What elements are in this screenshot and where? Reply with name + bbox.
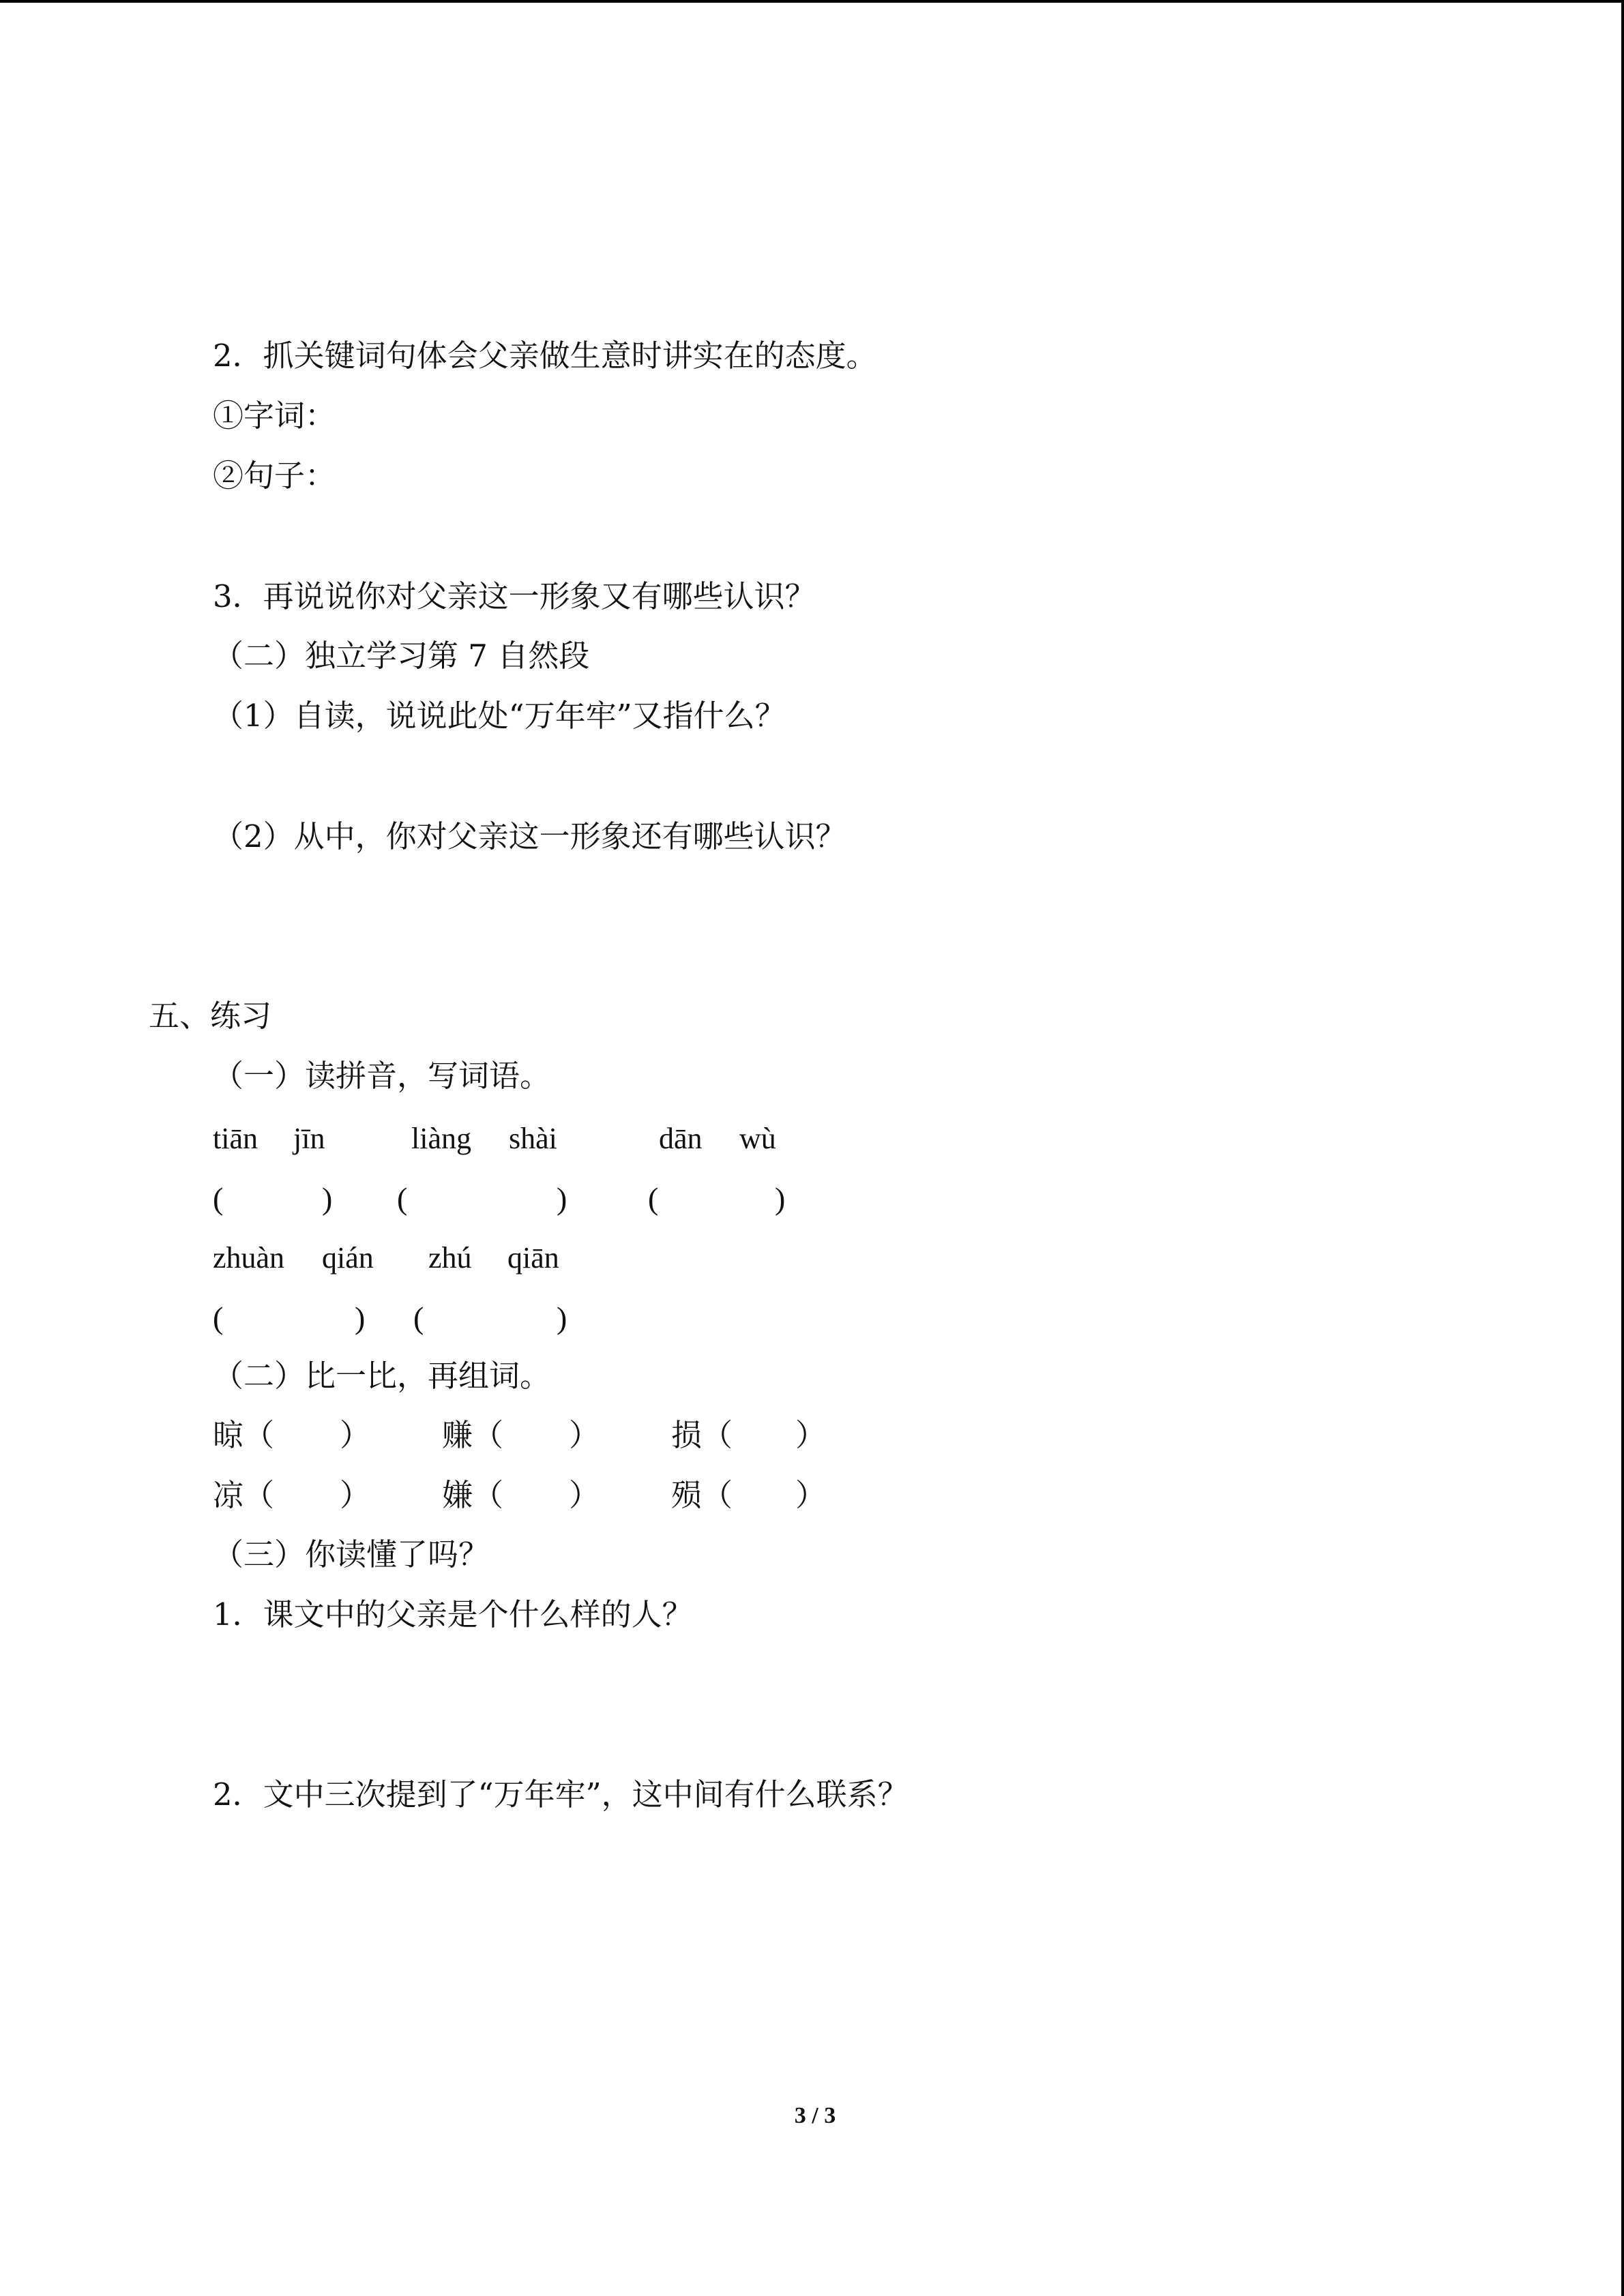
compare-char: 凉（ bbox=[213, 1477, 275, 1513]
part-2-question-2: （2）从中，你对父亲这一形象还有哪些认识？ bbox=[213, 818, 846, 854]
compare-char: 晾（ bbox=[213, 1417, 275, 1453]
part-2-question-1: （1）自读，说说此处“万年牢”又指什么？ bbox=[213, 698, 786, 734]
answer-blank-open: ( bbox=[648, 1181, 659, 1216]
question-2: 2．抓关键词句体会父亲做生意时讲实在的态度。 bbox=[213, 338, 877, 374]
compare-close: ） bbox=[569, 1477, 600, 1513]
compare-close: ） bbox=[340, 1417, 371, 1453]
pinyin-qian: qián bbox=[322, 1241, 374, 1274]
answer-blank-close: ) bbox=[355, 1300, 366, 1335]
answer-blank-open: ( bbox=[413, 1300, 424, 1335]
answer-blank-close: ) bbox=[557, 1181, 567, 1216]
pinyin-dan: dān bbox=[659, 1122, 703, 1155]
compare-char: 赚（ bbox=[442, 1417, 504, 1453]
answer-blank-close: ) bbox=[557, 1300, 567, 1335]
answer-blank-open: ( bbox=[213, 1300, 224, 1335]
compare-char: 损（ bbox=[671, 1417, 733, 1453]
pinyin-qian2: qiān bbox=[507, 1241, 559, 1274]
answer-blank-close: ) bbox=[775, 1181, 786, 1216]
compare-char: 嫌（ bbox=[442, 1477, 504, 1513]
exercise-3-question-2: 2．文中三次提到了“万年牢”，这中间有什么联系？ bbox=[213, 1776, 909, 1813]
pinyin-liang: liàng bbox=[411, 1122, 471, 1155]
exercise-3-question-1: 1．课文中的父亲是个什么样的人？ bbox=[213, 1596, 693, 1632]
page-number: 3 / 3 bbox=[794, 2103, 836, 2128]
pinyin-zhuan: zhuàn bbox=[213, 1241, 285, 1274]
compare-char: 殒（ bbox=[671, 1477, 733, 1513]
exercise-1-title: （一）读拼音，写词语。 bbox=[213, 1058, 551, 1094]
exercise-3-title: （三）你读懂了吗？ bbox=[213, 1536, 490, 1572]
compare-close: ） bbox=[569, 1417, 600, 1453]
answer-blank-open: ( bbox=[397, 1181, 408, 1216]
question-2-item-words: ①字词： bbox=[213, 398, 336, 434]
exercise-2-title: （二）比一比，再组词。 bbox=[213, 1358, 551, 1394]
part-2-title: （二）独立学习第 7 自然段 bbox=[213, 638, 590, 674]
compare-close: ） bbox=[340, 1477, 371, 1513]
question-3: 3．再说说你对父亲这一形象又有哪些认识？ bbox=[213, 578, 816, 614]
answer-blank-close: ) bbox=[322, 1181, 333, 1216]
pinyin-wu: wù bbox=[739, 1122, 776, 1155]
section-5-title: 五、练习 bbox=[149, 998, 272, 1034]
compare-close: ） bbox=[795, 1477, 827, 1513]
compare-close: ） bbox=[795, 1417, 827, 1453]
question-2-item-sentences: ②句子： bbox=[213, 458, 336, 494]
pinyin-jin: jīn bbox=[293, 1122, 325, 1155]
pinyin-zhu: zhú bbox=[428, 1241, 472, 1274]
pinyin-shai: shài bbox=[509, 1122, 557, 1155]
pinyin-tian: tiān bbox=[213, 1122, 258, 1155]
answer-blank-open: ( bbox=[213, 1181, 224, 1216]
